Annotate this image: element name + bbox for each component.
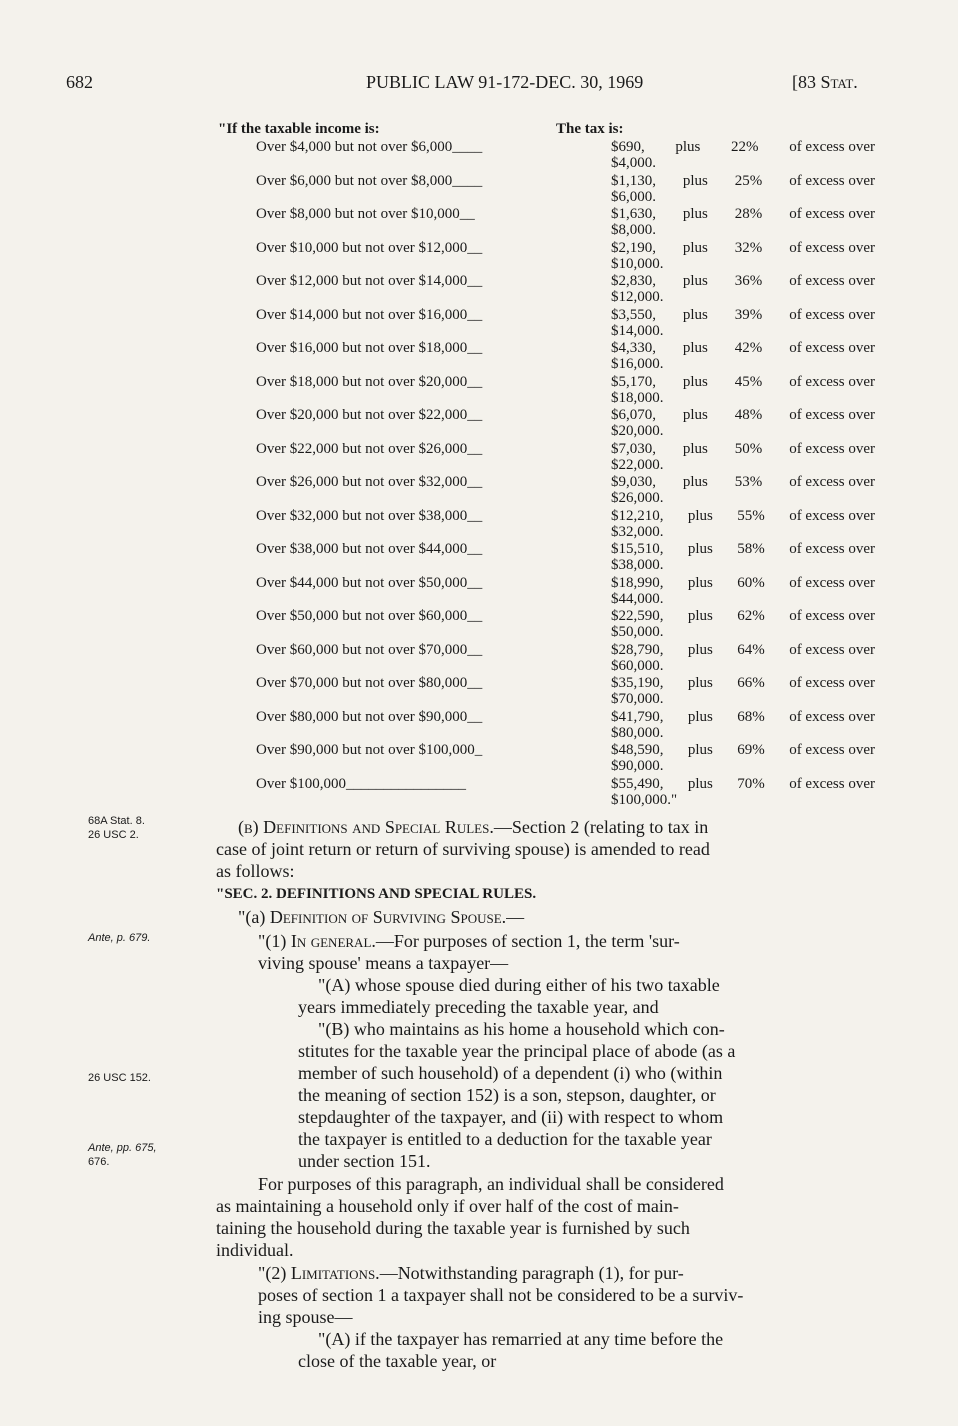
- statute-reference: [83 Stat.: [792, 72, 858, 92]
- excess-phrase: of excess over: [789, 407, 875, 423]
- plus-word: plus: [682, 407, 708, 423]
- tax-rate: 39%: [734, 306, 763, 323]
- clause-2a-line-2: close of the taxable year, or: [298, 1351, 497, 1371]
- clause-b-line-5: stepdaughter of the taxpayer, and (ii) with respect to whom: [298, 1107, 724, 1127]
- clause-b-line-7: under section 151.: [298, 1151, 431, 1171]
- tax-formula: [611, 474, 875, 491]
- plus-word: plus: [687, 742, 713, 758]
- excess-over-amount: $20,000.: [611, 423, 664, 439]
- tax-rate: 25%: [734, 172, 763, 189]
- income-bracket: Over $38,000 but not over $44,000__: [256, 541, 483, 557]
- tax-rate: 62%: [737, 608, 765, 624]
- excess-phrase: of excess over: [789, 507, 875, 524]
- plus-word: plus: [687, 574, 713, 591]
- excess-phrase: of excess over: [789, 306, 875, 323]
- excess-over-amount: $14,000.: [611, 322, 664, 339]
- income-bracket: Over $6,000 but not over $8,000____: [256, 172, 483, 189]
- section-heading: "SEC. 2. DEFINITIONS AND SPECIAL RULES.: [216, 886, 537, 902]
- tax-table-row: [0, 709, 958, 743]
- income-bracket: Over $26,000 but not over $32,000__: [256, 474, 483, 490]
- tax-base: $4,330,: [611, 340, 656, 356]
- excess-over-amount: $26,000.: [611, 490, 664, 506]
- excess-over-amount: $80,000.: [611, 724, 664, 741]
- tax-rate: 42%: [734, 340, 763, 356]
- paragraph-2-line-2: poses of section 1 a taxpayer shall not be considered to be a surviv-: [258, 1285, 744, 1305]
- clause-b-line-6: the taxpayer is entitled to a deduction for the taxable year: [298, 1129, 712, 1149]
- tax-formula: [611, 340, 875, 357]
- tax-formula: [611, 139, 875, 156]
- tax-formula: [611, 508, 875, 525]
- income-bracket: Over $90,000 but not over $100,000_: [256, 742, 483, 758]
- margin-note-ante-675: Ante, pp. 675,: [88, 1142, 157, 1154]
- tax-rate: 68%: [737, 708, 765, 725]
- tax-formula: [611, 541, 875, 558]
- excess-phrase: of excess over: [789, 574, 875, 591]
- tax-formula: [611, 273, 875, 290]
- tax-formula: [611, 776, 875, 793]
- tax-rate: 55%: [737, 507, 765, 524]
- excess-over-amount: $60,000.: [611, 657, 664, 674]
- income-bracket: Over $20,000 but not over $22,000__: [256, 407, 483, 423]
- tax-base: $41,790,: [611, 708, 664, 725]
- page-number: 682: [66, 72, 93, 92]
- tax-base: $2,830,: [611, 273, 656, 289]
- tax-formula: [611, 642, 875, 659]
- excess-phrase: of excess over: [789, 675, 875, 691]
- income-bracket: Over $14,000 but not over $16,000__: [256, 306, 483, 323]
- plus-word: plus: [687, 675, 713, 691]
- excess-over-amount: $38,000.: [611, 557, 664, 573]
- tax-base: $55,490,: [611, 775, 664, 792]
- income-bracket: Over $60,000 but not over $70,000__: [256, 641, 483, 658]
- tax-table-row: [0, 407, 958, 441]
- tax-formula: [611, 709, 875, 726]
- excess-phrase: of excess over: [789, 239, 875, 256]
- excess-phrase: of excess over: [789, 206, 875, 222]
- margin-note-usc-152: 26 USC 152.: [88, 1072, 151, 1084]
- tax-rate: 64%: [737, 641, 765, 658]
- excess-over-amount: $12,000.: [611, 289, 664, 305]
- tax-rate: 32%: [734, 239, 763, 256]
- income-bracket: Over $70,000 but not over $80,000__: [256, 675, 483, 691]
- table-header-income: "If the taxable income is:: [218, 121, 380, 137]
- tax-formula: [611, 173, 875, 190]
- margin-note-ante-676: 676.: [88, 1156, 110, 1168]
- paragraph-note-line-1: For purposes of this paragraph, an individual shall be considered: [258, 1174, 724, 1194]
- tax-formula: [611, 441, 875, 458]
- clause-2a-line-1: "(A) if the taxpayer has remarried at any time before the: [318, 1329, 724, 1349]
- excess-phrase: of excess over: [789, 608, 875, 624]
- tax-table-row: [0, 575, 958, 609]
- margin-note-stat: 68A Stat. 8.: [88, 815, 145, 827]
- excess-over-amount: $50,000.: [611, 624, 664, 640]
- tax-rate: 53%: [734, 474, 763, 490]
- excess-phrase: of excess over: [789, 541, 875, 557]
- plus-word: plus: [675, 139, 701, 155]
- plus-word: plus: [682, 440, 708, 457]
- clause-b-line-3: member of such household) of a dependent (i) who (within: [298, 1063, 723, 1083]
- income-bracket: Over $22,000 but not over $26,000__: [256, 440, 483, 457]
- tax-base: $2,190,: [611, 239, 656, 256]
- plus-word: plus: [682, 239, 708, 256]
- income-bracket: Over $32,000 but not over $38,000__: [256, 507, 483, 524]
- excess-over-amount: $100,000.": [611, 791, 678, 808]
- tax-table-row: [0, 608, 958, 642]
- excess-over-amount: $16,000.: [611, 356, 664, 372]
- excess-phrase: of excess over: [789, 775, 875, 792]
- excess-over-amount: $6,000.: [611, 188, 656, 205]
- excess-over-amount: $32,000.: [611, 523, 664, 540]
- excess-over-amount: $18,000.: [611, 389, 664, 406]
- income-bracket: Over $12,000 but not over $14,000__: [256, 273, 483, 289]
- running-title: PUBLIC LAW 91-172-DEC. 30, 1969: [366, 72, 644, 92]
- excess-over-amount: $4,000.: [611, 155, 656, 171]
- paragraph-2-line-1: "(2) Limitations.—Notwithstanding paragraph (1), for pur-: [258, 1263, 684, 1283]
- excess-phrase: of excess over: [789, 474, 875, 490]
- tax-table-row: [0, 240, 958, 274]
- tax-base: $690,: [611, 139, 645, 155]
- income-bracket: Over $4,000 but not over $6,000____: [256, 139, 483, 155]
- tax-table-row: [0, 742, 958, 776]
- tax-table-row: [0, 307, 958, 341]
- excess-over-amount: $8,000.: [611, 222, 656, 238]
- tax-formula: [611, 575, 875, 592]
- tax-table-row: [0, 508, 958, 542]
- tax-rate: 45%: [734, 373, 763, 390]
- plus-word: plus: [682, 206, 708, 222]
- tax-rate: 28%: [734, 206, 763, 222]
- tax-table-row: [0, 675, 958, 709]
- plus-word: plus: [682, 373, 708, 390]
- excess-over-amount: $70,000.: [611, 691, 664, 707]
- tax-formula: [611, 307, 875, 324]
- plus-word: plus: [682, 306, 708, 323]
- excess-phrase: of excess over: [789, 172, 875, 189]
- tax-base: $48,590,: [611, 742, 664, 758]
- income-bracket: Over $44,000 but not over $50,000__: [256, 574, 483, 591]
- tax-formula: [611, 608, 875, 625]
- subsection-b-line-3: as follows:: [216, 861, 295, 881]
- income-bracket: Over $100,000________________: [256, 775, 466, 792]
- clause-b-line-1: "(B) who maintains as his home a household which con-: [318, 1019, 725, 1039]
- tax-table-row: [0, 206, 958, 240]
- tax-base: $7,030,: [611, 440, 656, 457]
- tax-table-row: [0, 642, 958, 676]
- income-bracket: Over $50,000 but not over $60,000__: [256, 608, 483, 624]
- margin-note-ante: Ante, p. 679.: [88, 932, 151, 944]
- tax-base: $12,210,: [611, 507, 664, 524]
- tax-base: $1,130,: [611, 172, 656, 189]
- tax-base: $5,170,: [611, 373, 656, 390]
- excess-over-amount: $22,000.: [611, 456, 664, 473]
- income-bracket: Over $10,000 but not over $12,000__: [256, 239, 483, 256]
- tax-table-row: [0, 474, 958, 508]
- clause-a-line-2: years immediately preceding the taxable year, and: [298, 997, 659, 1017]
- plus-word: plus: [687, 775, 713, 792]
- tax-base: $22,590,: [611, 608, 664, 624]
- tax-formula: [611, 374, 875, 391]
- subsection-a-heading: "(a) Definition of Surviving Spouse.—: [238, 907, 525, 927]
- paragraph-note-line-3: taining the household during the taxable year is furnished by such: [216, 1218, 690, 1238]
- plus-word: plus: [687, 708, 713, 725]
- tax-rate: 69%: [737, 742, 765, 758]
- excess-over-amount: $44,000.: [611, 590, 664, 607]
- tax-rate: 50%: [734, 440, 763, 457]
- tax-rate: 48%: [734, 407, 763, 423]
- plus-word: plus: [687, 641, 713, 658]
- subsection-b-line-1: (b) Definitions and Special Rules.—Section 2 (relating to tax in: [238, 817, 709, 837]
- paragraph-2-line-3: ing spouse—: [258, 1307, 353, 1327]
- plus-word: plus: [687, 608, 713, 624]
- plus-word: plus: [687, 507, 713, 524]
- plus-word: plus: [682, 340, 708, 356]
- tax-base: $28,790,: [611, 641, 664, 658]
- tax-rate: 60%: [737, 574, 765, 591]
- paragraph-1-line-2: viving spouse' means a taxpayer—: [258, 953, 509, 973]
- clause-b-line-4: the meaning of section 152) is a son, stepson, daughter, or: [298, 1085, 716, 1105]
- paragraph-1-line-1: "(1) In general.—For purposes of section 1, the term 'sur-: [258, 931, 680, 951]
- excess-phrase: of excess over: [789, 440, 875, 457]
- tax-table-row: [0, 374, 958, 408]
- plus-word: plus: [687, 541, 713, 557]
- tax-rate: 66%: [737, 675, 765, 691]
- plus-word: plus: [682, 172, 708, 189]
- clause-b-line-2: stitutes for the taxable year the principal place of abode (as a: [298, 1041, 736, 1061]
- excess-phrase: of excess over: [789, 641, 875, 658]
- subsection-b-line-2: case of joint return or return of surviving spouse) is amended to read: [216, 839, 710, 859]
- table-header-tax: The tax is:: [556, 121, 624, 137]
- tax-base: $18,990,: [611, 574, 664, 591]
- tax-rate: 70%: [737, 775, 765, 792]
- tax-base: $1,630,: [611, 206, 656, 222]
- excess-phrase: of excess over: [789, 340, 875, 356]
- tax-formula: [611, 675, 875, 692]
- excess-phrase: of excess over: [789, 273, 875, 289]
- excess-phrase: of excess over: [789, 139, 875, 155]
- tax-table-row: [0, 139, 958, 173]
- excess-phrase: of excess over: [789, 373, 875, 390]
- tax-base: $9,030,: [611, 474, 656, 490]
- tax-formula: [611, 206, 875, 223]
- income-bracket: Over $8,000 but not over $10,000__: [256, 206, 475, 222]
- tax-table-row: [0, 173, 958, 207]
- tax-base: $3,550,: [611, 306, 656, 323]
- tax-base: $15,510,: [611, 541, 664, 557]
- clause-a-line-1: "(A) whose spouse died during either of his two taxable: [318, 975, 720, 995]
- excess-over-amount: $90,000.: [611, 758, 664, 774]
- tax-formula: [611, 407, 875, 424]
- margin-note-usc: 26 USC 2.: [88, 829, 139, 841]
- tax-table-row: [0, 340, 958, 374]
- tax-table-row: [0, 541, 958, 575]
- tax-table-row: [0, 273, 958, 307]
- tax-rate: 36%: [734, 273, 763, 289]
- income-bracket: Over $80,000 but not over $90,000__: [256, 708, 483, 725]
- paragraph-note-line-4: individual.: [216, 1240, 294, 1260]
- tax-base: $35,190,: [611, 675, 664, 691]
- excess-over-amount: $10,000.: [611, 255, 664, 272]
- income-bracket: Over $16,000 but not over $18,000__: [256, 340, 483, 356]
- tax-table-row: [0, 441, 958, 475]
- tax-formula: [611, 240, 875, 257]
- income-bracket: Over $18,000 but not over $20,000__: [256, 373, 483, 390]
- plus-word: plus: [682, 474, 708, 490]
- excess-phrase: of excess over: [789, 742, 875, 758]
- tax-rate: 58%: [737, 541, 765, 557]
- tax-table-row: [0, 776, 958, 810]
- excess-phrase: of excess over: [789, 708, 875, 725]
- plus-word: plus: [682, 273, 708, 289]
- paragraph-note-line-2: as maintaining a household only if over half of the cost of main-: [216, 1196, 679, 1216]
- tax-base: $6,070,: [611, 407, 656, 423]
- tax-rate: 22%: [731, 139, 759, 155]
- tax-formula: [611, 742, 875, 759]
